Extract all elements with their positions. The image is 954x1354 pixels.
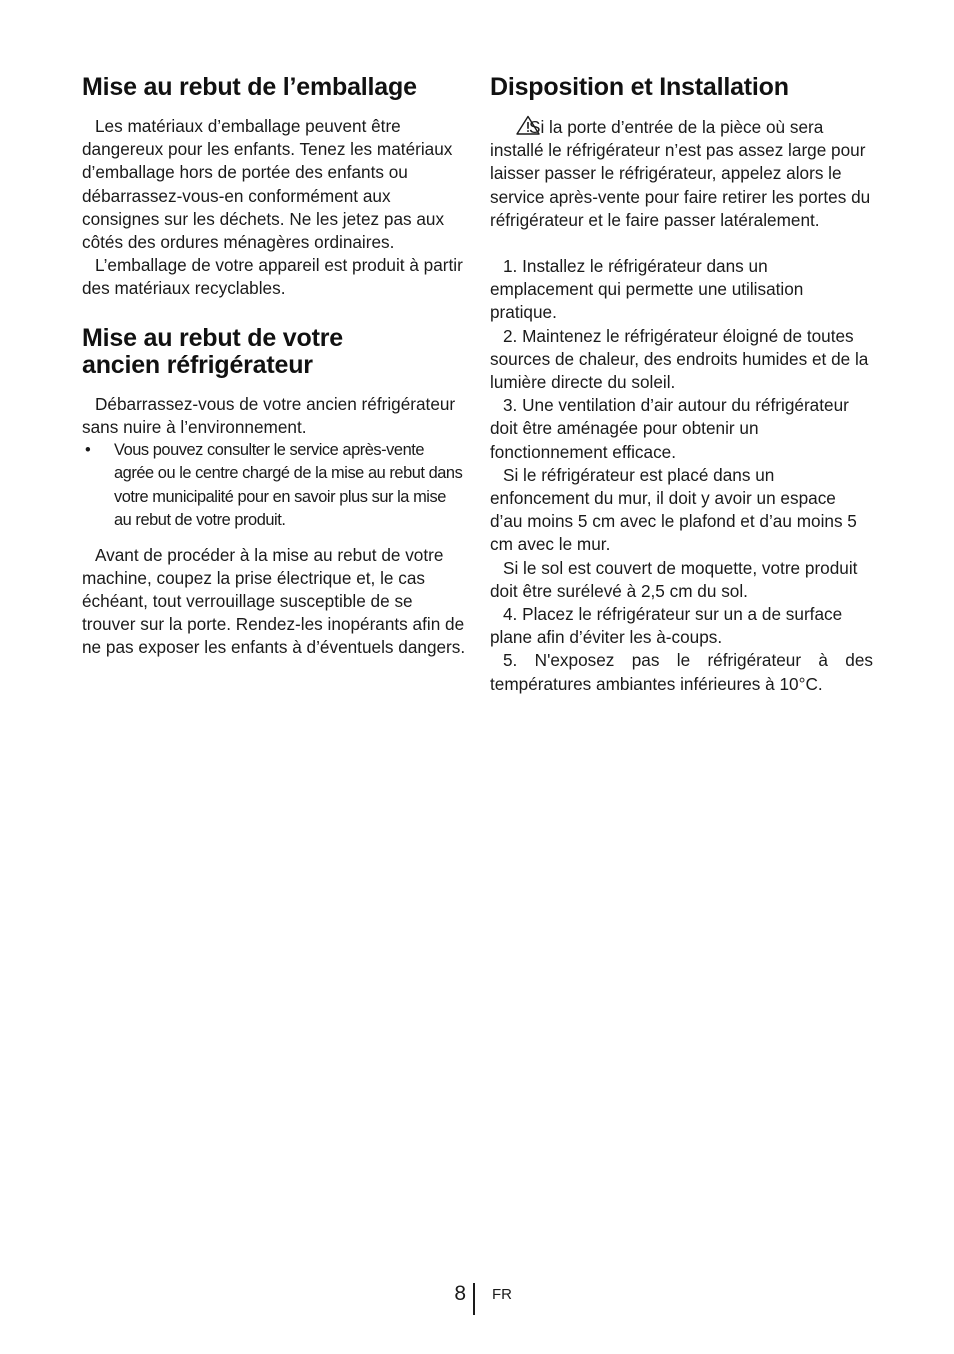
warning-paragraph [490,115,873,232]
old-fridge-intro: Débarrassez-vous de votre ancien réfrigérateur sans nuire à l’environnement. [82,393,456,437]
section-title-line-2: ancien réfrigérateur [82,350,313,379]
section-title-installation: Disposition et Installation [490,73,789,101]
spacer [490,232,873,255]
bullet-marker: • [85,441,91,460]
language-code: FR [492,1286,512,1303]
section-title-old-fridge-disposal [82,325,467,379]
install-item-1: 1. Installez le réfrigérateur dans un emplacement qui permette une utilisation pratique. [490,256,804,323]
bullet-list [82,439,467,533]
left-column [82,74,467,660]
install-item-3: 3. Une ventilation d’air autour du réfrigérateur doit être aménagée pour obtenir un fonctionnement efficace. [490,395,849,462]
old-fridge-closing: Avant de procéder à la mise au rebut de votre machine, coupez la prise électrique et, le cas échéant, tout verrouillage susceptible de se trouver sur la porte. Rendez-les inopérants afin de ne pas exposer les enfants à d’éventuels dangers. [82,544,466,658]
install-item-5-line-1: 5. N'exposez pas le réfrigérateur à des [503,650,873,671]
warning-triangle-icon [503,115,527,135]
packaging-paragraph-2: L’emballage de votre appareil est produit à partir des matériaux recyclables. [82,255,463,299]
packaging-paragraph-1: Les matériaux d’emballage peuvent être dangereux pour les enfants. Tenez les matériaux d’emballage hors de portée des enfants ou débarrassez-vous-en conformément aux consignes sur les déchets. Ne les jetez pas aux côtés des ordures ménagères ordinaires. [82,116,453,253]
footer-divider [473,1283,475,1315]
install-item-5-line-2: températures ambiantes inférieures à 10°C. [490,673,823,694]
install-item-2: 2. Maintenez le réfrigérateur éloigné de toutes sources de chaleur, des endroits humides et de la lumière directe du soleil. [490,325,869,393]
section-title-packaging-disposal: Mise au rebut de l’emballage [82,73,417,101]
page-number: 8 [454,1282,466,1305]
bullet-item [82,439,467,533]
section-title-line-1: Mise au rebut de votre [82,323,343,352]
right-column [490,74,873,696]
install-note-carpet: Si le sol est couvert de moquette, votre produit doit être surélevé à 2,5 cm du sol. [490,557,858,601]
install-note-recess: Si le réfrigérateur est placé dans un enfoncement du mur, il doit y avoir un espace d’au moins 5 cm avec le plafond et d’au moins 5 cm avec le mur. [490,464,857,555]
install-item-4: 4. Placez le réfrigérateur sur un a de surface plane afin d’éviter les à-coups. [490,604,843,648]
page-footer [0,1281,954,1317]
warning-text: Si la porte d’entrée de la pièce où sera installé le réfrigérateur n’est pas assez large pour laisser passer le réfrigérateur, appelez alors le service après-vente pour faire retirer les portes du réfrigérateur et le faire passer latéralement. [490,117,871,230]
bullet-text: Vous pouvez consulter le service après-vente agrée ou le centre chargé de la mise au rebut dans votre municipalité pour en savoir plus sur la mise au rebut de votre produit. [114,441,463,530]
